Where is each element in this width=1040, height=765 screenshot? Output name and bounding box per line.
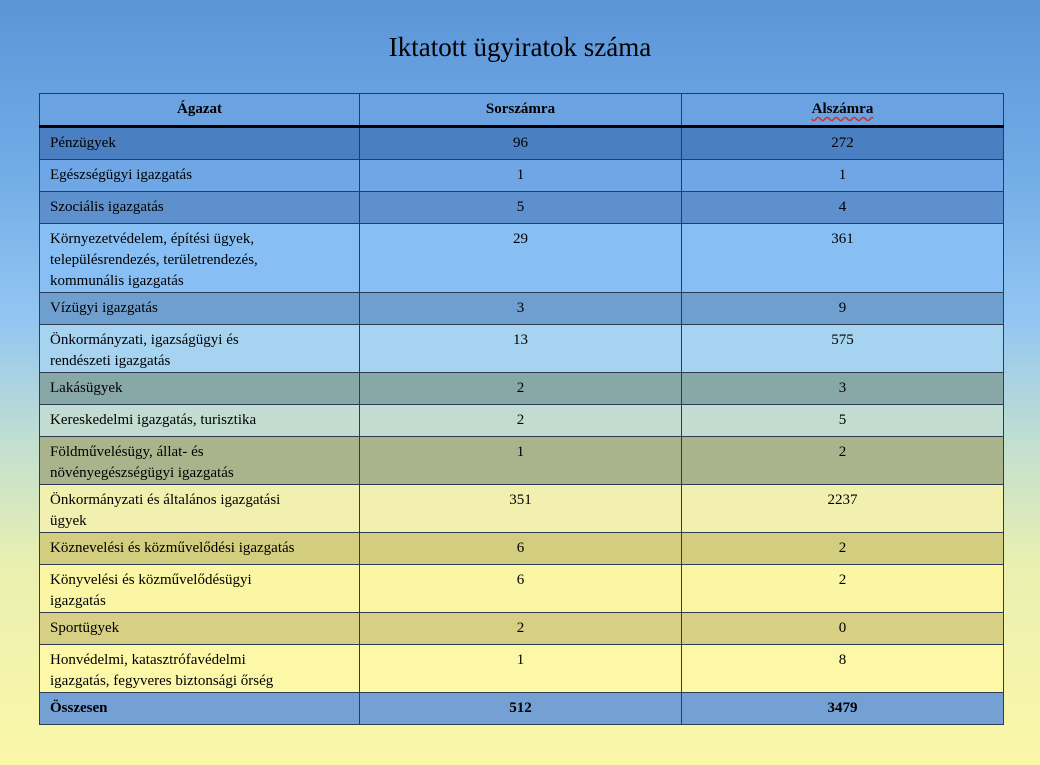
row-sorszamra: 6: [360, 533, 682, 565]
row-sorszamra: 2: [360, 613, 682, 645]
table-row: [40, 325, 1004, 373]
table-row: [40, 224, 1004, 293]
row-alszamra: 5: [682, 405, 1004, 437]
row-sorszamra: 6: [360, 565, 682, 613]
table-row: [40, 533, 1004, 565]
row-label: Egészségügyi igazgatás: [40, 160, 360, 192]
table-row: [40, 565, 1004, 613]
page-title: Iktatott ügyiratok száma: [388, 32, 652, 62]
total-sorszamra: 512: [360, 693, 682, 725]
row-sorszamra: 1: [360, 645, 682, 693]
row-sorszamra: 1: [360, 160, 682, 192]
row-alszamra: 3: [682, 373, 1004, 405]
table-row: [40, 405, 1004, 437]
table-header-row: [40, 94, 1004, 127]
row-sorszamra: 351: [360, 485, 682, 533]
row-sorszamra: 29: [360, 224, 682, 293]
row-label: Pénzügyek: [40, 127, 360, 160]
table-row: [40, 437, 1004, 485]
table-row: [40, 293, 1004, 325]
table-row: [40, 192, 1004, 224]
row-label: Önkormányzati és általános igazgatási ügyek: [40, 485, 360, 533]
row-alszamra: 575: [682, 325, 1004, 373]
row-label: Honvédelmi, katasztrófavédelmi igazgatás, fegyveres biztonsági őrség: [40, 645, 360, 693]
table-row: [40, 645, 1004, 693]
total-label: Összesen: [40, 693, 360, 725]
row-alszamra: 361: [682, 224, 1004, 293]
row-label: Földművelésügy, állat- és növényegészségügyi igazgatás: [40, 437, 360, 485]
row-alszamra: 2: [682, 565, 1004, 613]
table-row: [40, 160, 1004, 192]
data-table: [39, 93, 1004, 725]
row-label: Környezetvédelem, építési ügyek, településrendezés, területrendezés, kommunális igazgatás: [40, 224, 360, 293]
header-alszamra: Alszámra: [682, 94, 1004, 127]
row-label: Köznevelési és közművelődési igazgatás: [40, 533, 360, 565]
row-alszamra: 8: [682, 645, 1004, 693]
row-label: Vízügyi igazgatás: [40, 293, 360, 325]
row-sorszamra: 3: [360, 293, 682, 325]
row-alszamra: 4: [682, 192, 1004, 224]
row-alszamra: 2237: [682, 485, 1004, 533]
header-agazat: Ágazat: [40, 94, 360, 127]
row-sorszamra: 2: [360, 405, 682, 437]
header-sorszamra: Sorszámra: [360, 94, 682, 127]
row-label: Szociális igazgatás: [40, 192, 360, 224]
total-alszamra: 3479: [682, 693, 1004, 725]
row-label: Kereskedelmi igazgatás, turisztika: [40, 405, 360, 437]
table-row: [40, 613, 1004, 645]
table-row: [40, 127, 1004, 160]
row-sorszamra: 1: [360, 437, 682, 485]
table-row: [40, 373, 1004, 405]
row-sorszamra: 5: [360, 192, 682, 224]
row-label: Lakásügyek: [40, 373, 360, 405]
row-alszamra: 2: [682, 437, 1004, 485]
row-alszamra: 1: [682, 160, 1004, 192]
row-label: Önkormányzati, igazságügyi és rendészeti igazgatás: [40, 325, 360, 373]
row-alszamra: 2: [682, 533, 1004, 565]
row-sorszamra: 96: [360, 127, 682, 160]
row-alszamra: 0: [682, 613, 1004, 645]
row-alszamra: 272: [682, 127, 1004, 160]
row-label: Sportügyek: [40, 613, 360, 645]
total-row: [40, 693, 1004, 725]
row-sorszamra: 13: [360, 325, 682, 373]
row-alszamra: 9: [682, 293, 1004, 325]
row-label: Könyvelési és közművelődésügyi igazgatás: [40, 565, 360, 613]
table-row: [40, 485, 1004, 533]
row-sorszamra: 2: [360, 373, 682, 405]
